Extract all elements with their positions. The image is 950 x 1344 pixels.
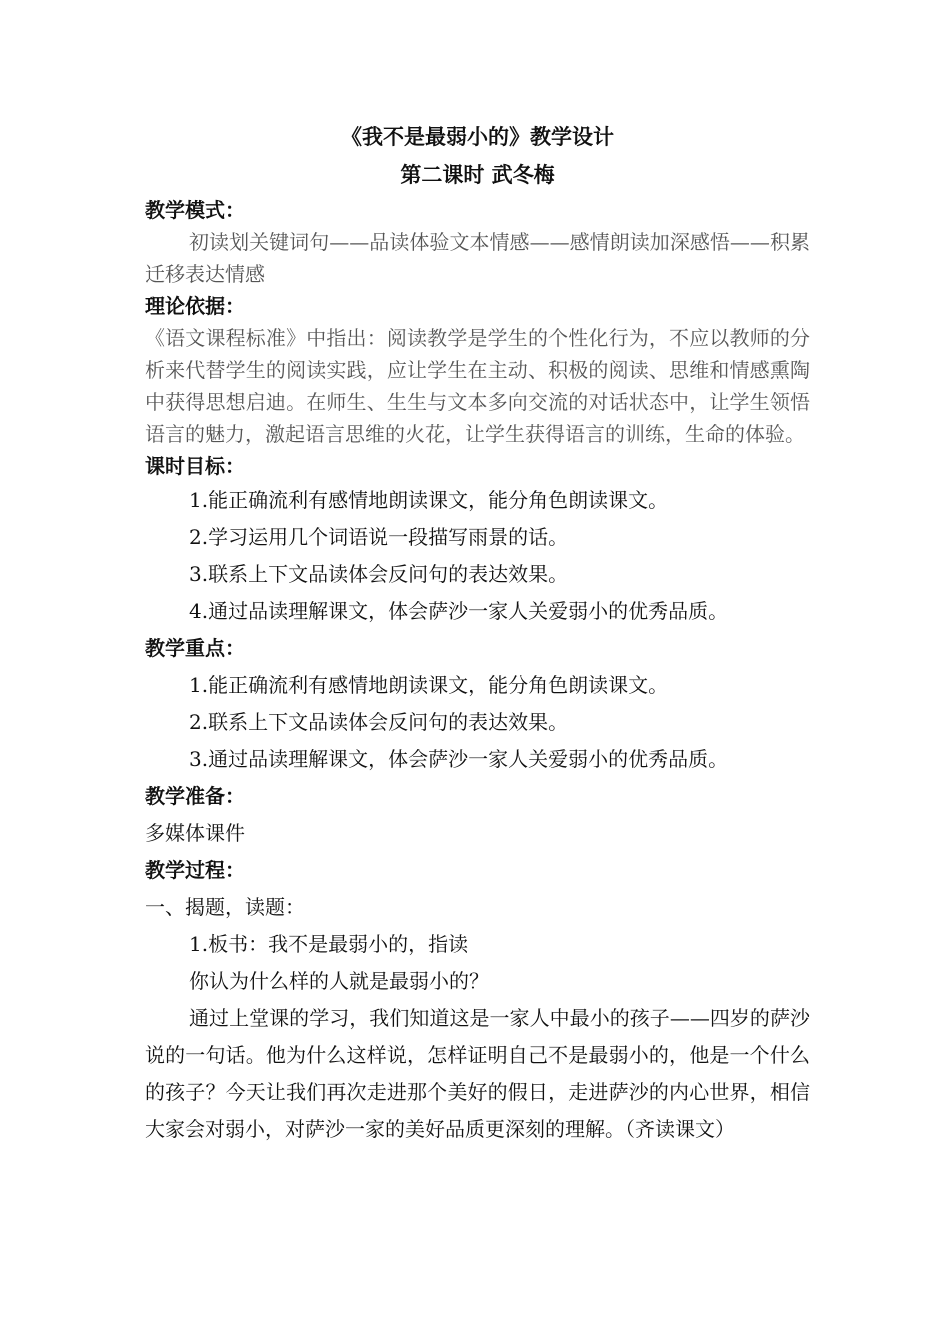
process-paragraph: 通过上堂课的学习，我们知道这是一家人中最小的孩子——四岁的萨沙说的一句话。他为什么这样说，怎样证明自己不是最弱小的，他是一个什么的孩子？今天让我们再次走进那个美好的假日，走进萨沙的内心世界，相信大家会对弱小，对萨沙一家的美好品质更深刻的理解。（齐读课文） (145, 1006, 810, 1141)
goal-item: 4.通过品读理解课文，体会萨沙一家人关爱弱小的优秀品质。 (189, 599, 729, 623)
document-title: 《我不是最弱小的》教学设计 (341, 125, 614, 149)
goal-item: 3.联系上下文品读体会反问句的表达效果。 (189, 562, 569, 586)
process-heading: 教学过程： (145, 858, 245, 882)
goal-item: 2.学习运用几个词语说一段描写雨景的话。 (189, 525, 569, 549)
theory-heading: 理论依据： (145, 294, 245, 318)
focus-item: 2.联系上下文品读体会反问句的表达效果。 (189, 710, 569, 734)
goals-heading: 课时目标： (145, 454, 245, 478)
process-item-1: 1.板书：我不是最弱小的，指读 (189, 932, 469, 956)
prep-text: 多媒体课件 (145, 821, 245, 845)
document-subtitle: 第二课时 武冬梅 (400, 163, 555, 187)
focus-item: 3.通过品读理解课文，体会萨沙一家人关爱弱小的优秀品质。 (189, 747, 729, 771)
prep-heading: 教学准备： (145, 784, 245, 808)
mode-heading: 教学模式： (145, 198, 245, 222)
mode-text: 初读划关键词句——品读体验文本情感——感情朗读加深感悟——积累迁移表达情感 (145, 230, 810, 286)
process-step-1: 一、揭题，读题： (145, 895, 305, 919)
theory-text: 《语文课程标准》中指出：阅读教学是学生的个性化行为，不应以教师的分析来代替学生的阅读实践，应让学生在主动、积极的阅读、思维和情感熏陶中获得思想启迪。在师生、生生与文本多向交流的对话状态中，让学生领悟语言的魅力，激起语言思维的火花，让学生获得语言的训练，生命的体验。 (145, 326, 810, 446)
document-page (145, 118, 810, 1148)
focus-item: 1.能正确流利有感情地朗读课文，能分角色朗读课文。 (189, 673, 669, 697)
process-question: 你认为什么样的人就是最弱小的？ (189, 969, 489, 993)
focus-heading: 教学重点： (145, 636, 245, 660)
goal-item: 1.能正确流利有感情地朗读课文，能分角色朗读课文。 (189, 488, 669, 512)
